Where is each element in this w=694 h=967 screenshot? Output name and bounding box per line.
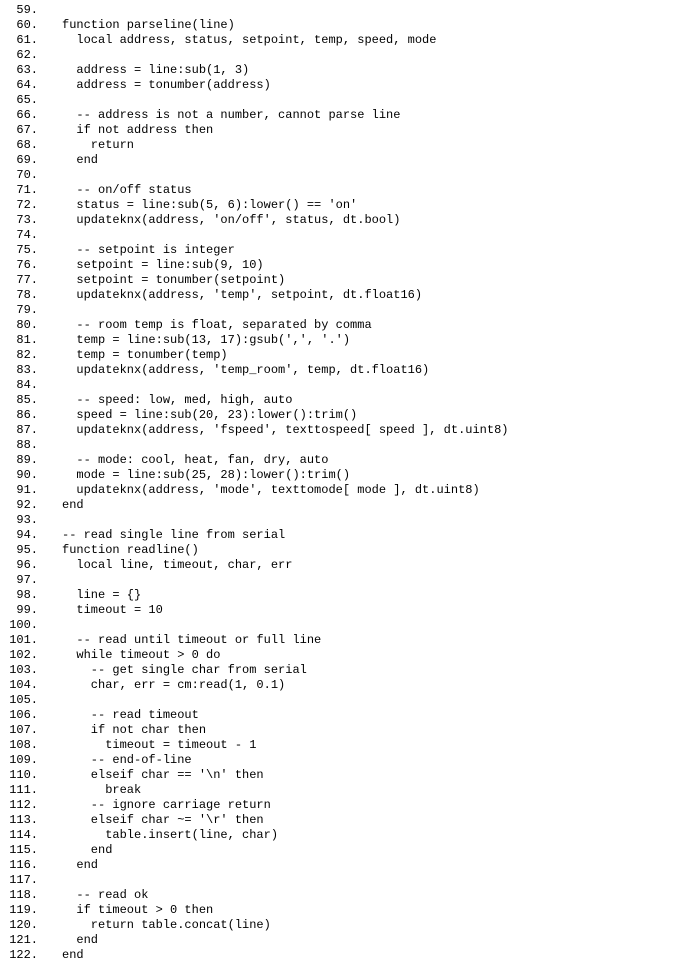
code-line	[0, 828, 694, 843]
line-text: speed = line:sub(20, 23):lower():trim()	[62, 408, 358, 422]
line-text: status = line:sub(5, 6):lower() == 'on'	[62, 198, 358, 212]
line-number: 85.	[16, 393, 38, 407]
code-line	[0, 183, 694, 198]
line-number: 75.	[16, 243, 38, 257]
code-line	[0, 513, 694, 528]
line-number: 120.	[9, 918, 38, 932]
code-line	[0, 738, 694, 753]
line-text: -- speed: low, med, high, auto	[62, 393, 293, 407]
line-number: 67.	[16, 123, 38, 137]
code-line	[0, 528, 694, 543]
line-text: -- address is not a number, cannot parse line	[62, 108, 401, 122]
line-number: 107.	[9, 723, 38, 737]
line-number: 69.	[16, 153, 38, 167]
code-line	[0, 543, 694, 558]
code-line	[0, 408, 694, 423]
line-text: local line, timeout, char, err	[62, 558, 293, 572]
line-text: -- end-of-line	[62, 753, 192, 767]
line-number: 65.	[16, 93, 38, 107]
code-line	[0, 618, 694, 633]
line-text: end	[62, 933, 99, 947]
code-line	[0, 363, 694, 378]
line-text: mode = line:sub(25, 28):lower():trim()	[62, 468, 351, 482]
code-line	[0, 123, 694, 138]
line-number: 72.	[16, 198, 38, 212]
line-number: 94.	[16, 528, 38, 542]
code-line	[0, 318, 694, 333]
code-line	[0, 873, 694, 888]
line-text: timeout = 10	[62, 603, 163, 617]
line-text: if not char then	[62, 723, 207, 737]
code-line	[0, 213, 694, 228]
line-number: 63.	[16, 63, 38, 77]
line-text: end	[62, 948, 84, 962]
line-number: 86.	[16, 408, 38, 422]
code-line	[0, 288, 694, 303]
code-line	[0, 303, 694, 318]
line-number: 121.	[9, 933, 38, 947]
line-number: 71.	[16, 183, 38, 197]
line-text: return table.concat(line)	[62, 918, 271, 932]
code-line	[0, 783, 694, 798]
line-text: updateknx(address, 'on/off', status, dt.bool)	[62, 213, 401, 227]
line-number: 110.	[9, 768, 38, 782]
line-text: address = line:sub(1, 3)	[62, 63, 250, 77]
line-number: 119.	[9, 903, 38, 917]
line-number: 91.	[16, 483, 38, 497]
line-number: 83.	[16, 363, 38, 377]
code-line	[0, 903, 694, 918]
code-line	[0, 843, 694, 858]
line-text: elseif char ~= '\r' then	[62, 813, 264, 827]
line-number: 78.	[16, 288, 38, 302]
code-line	[0, 48, 694, 63]
line-text: timeout = timeout - 1	[62, 738, 257, 752]
code-line	[0, 603, 694, 618]
line-number: 76.	[16, 258, 38, 272]
line-text: -- ignore carriage return	[62, 798, 271, 812]
line-text: temp = line:sub(13, 17):gsub(',', '.')	[62, 333, 351, 347]
line-text: line = {}	[62, 588, 142, 602]
line-text: function parseline(line)	[62, 18, 235, 32]
line-number: 61.	[16, 33, 38, 47]
line-number: 82.	[16, 348, 38, 362]
line-number: 118.	[9, 888, 38, 902]
code-line	[0, 228, 694, 243]
line-number: 93.	[16, 513, 38, 527]
code-line	[0, 558, 694, 573]
line-text: char, err = cm:read(1, 0.1)	[62, 678, 286, 692]
code-line	[0, 858, 694, 873]
code-line	[0, 888, 694, 903]
line-number: 102.	[9, 648, 38, 662]
line-number: 73.	[16, 213, 38, 227]
code-line	[0, 3, 694, 18]
code-line	[0, 453, 694, 468]
code-line	[0, 918, 694, 933]
code-line	[0, 348, 694, 363]
line-number: 109.	[9, 753, 38, 767]
code-line	[0, 468, 694, 483]
code-line	[0, 198, 694, 213]
line-text: -- read single line from serial	[62, 528, 286, 542]
line-text: function readline()	[62, 543, 199, 557]
code-line	[0, 333, 694, 348]
line-number: 113.	[9, 813, 38, 827]
line-text: -- setpoint is integer	[62, 243, 235, 257]
code-line	[0, 708, 694, 723]
line-number: 68.	[16, 138, 38, 152]
line-number: 74.	[16, 228, 38, 242]
line-number: 112.	[9, 798, 38, 812]
line-text: -- get single char from serial	[62, 663, 307, 677]
code-line	[0, 678, 694, 693]
line-number: 88.	[16, 438, 38, 452]
line-number: 106.	[9, 708, 38, 722]
line-text: updateknx(address, 'mode', texttomode[ mode ], dt.uint8)	[62, 483, 480, 497]
line-number: 66.	[16, 108, 38, 122]
line-number: 99.	[16, 603, 38, 617]
line-text: -- read timeout	[62, 708, 199, 722]
line-number: 87.	[16, 423, 38, 437]
code-line	[0, 168, 694, 183]
code-line	[0, 93, 694, 108]
code-line	[0, 273, 694, 288]
code-line	[0, 18, 694, 33]
line-text: end	[62, 153, 99, 167]
line-text: setpoint = line:sub(9, 10)	[62, 258, 264, 272]
line-text: updateknx(address, 'temp', setpoint, dt.float16)	[62, 288, 423, 302]
line-number: 103.	[9, 663, 38, 677]
line-number: 122.	[9, 948, 38, 962]
line-number: 90.	[16, 468, 38, 482]
line-number: 100.	[9, 618, 38, 632]
code-line	[0, 378, 694, 393]
line-text: end	[62, 858, 99, 872]
line-text: elseif char == '\n' then	[62, 768, 264, 782]
line-number: 114.	[9, 828, 38, 842]
line-number: 115.	[9, 843, 38, 857]
line-number: 59.	[16, 3, 38, 17]
code-line	[0, 798, 694, 813]
line-number: 111.	[9, 783, 38, 797]
line-number: 116.	[9, 858, 38, 872]
line-number: 79.	[16, 303, 38, 317]
line-text: if not address then	[62, 123, 214, 137]
code-listing	[0, 3, 694, 963]
code-line	[0, 723, 694, 738]
code-line	[0, 243, 694, 258]
line-number: 117.	[9, 873, 38, 887]
line-number: 77.	[16, 273, 38, 287]
line-text: address = tonumber(address)	[62, 78, 271, 92]
code-line	[0, 258, 694, 273]
line-text: while timeout > 0 do	[62, 648, 221, 662]
code-line	[0, 588, 694, 603]
line-text: updateknx(address, 'fspeed', texttospeed[ speed ], dt.uint8)	[62, 423, 509, 437]
code-line	[0, 138, 694, 153]
code-line	[0, 948, 694, 963]
line-number: 101.	[9, 633, 38, 647]
code-line	[0, 933, 694, 948]
line-text: break	[62, 783, 142, 797]
line-text: temp = tonumber(temp)	[62, 348, 228, 362]
line-number: 104.	[9, 678, 38, 692]
code-line	[0, 498, 694, 513]
code-line	[0, 423, 694, 438]
code-line	[0, 813, 694, 828]
code-line	[0, 393, 694, 408]
line-number: 81.	[16, 333, 38, 347]
line-number: 105.	[9, 693, 38, 707]
line-number: 96.	[16, 558, 38, 572]
line-number: 60.	[16, 18, 38, 32]
code-line	[0, 63, 694, 78]
code-line	[0, 438, 694, 453]
code-line	[0, 153, 694, 168]
code-line	[0, 663, 694, 678]
line-text: if timeout > 0 then	[62, 903, 214, 917]
line-number: 98.	[16, 588, 38, 602]
code-line	[0, 573, 694, 588]
line-number: 70.	[16, 168, 38, 182]
line-text: table.insert(line, char)	[62, 828, 279, 842]
line-text: -- on/off status	[62, 183, 192, 197]
code-line	[0, 483, 694, 498]
line-number: 89.	[16, 453, 38, 467]
line-number: 97.	[16, 573, 38, 587]
line-text: updateknx(address, 'temp_room', temp, dt.float16)	[62, 363, 430, 377]
code-line	[0, 78, 694, 93]
line-text: -- mode: cool, heat, fan, dry, auto	[62, 453, 329, 467]
code-line	[0, 648, 694, 663]
code-line	[0, 33, 694, 48]
line-text: -- read ok	[62, 888, 149, 902]
line-text: local address, status, setpoint, temp, speed, mode	[62, 33, 437, 47]
line-text: setpoint = tonumber(setpoint)	[62, 273, 286, 287]
line-text: return	[62, 138, 135, 152]
line-number: 64.	[16, 78, 38, 92]
line-number: 80.	[16, 318, 38, 332]
line-text: end	[62, 498, 84, 512]
line-number: 108.	[9, 738, 38, 752]
code-line	[0, 633, 694, 648]
line-number: 62.	[16, 48, 38, 62]
line-text: end	[62, 843, 113, 857]
code-line	[0, 693, 694, 708]
line-text: -- read until timeout or full line	[62, 633, 322, 647]
code-line	[0, 108, 694, 123]
line-number: 95.	[16, 543, 38, 557]
line-number: 84.	[16, 378, 38, 392]
code-line	[0, 768, 694, 783]
code-line	[0, 753, 694, 768]
line-text: -- room temp is float, separated by comma	[62, 318, 372, 332]
line-number: 92.	[16, 498, 38, 512]
